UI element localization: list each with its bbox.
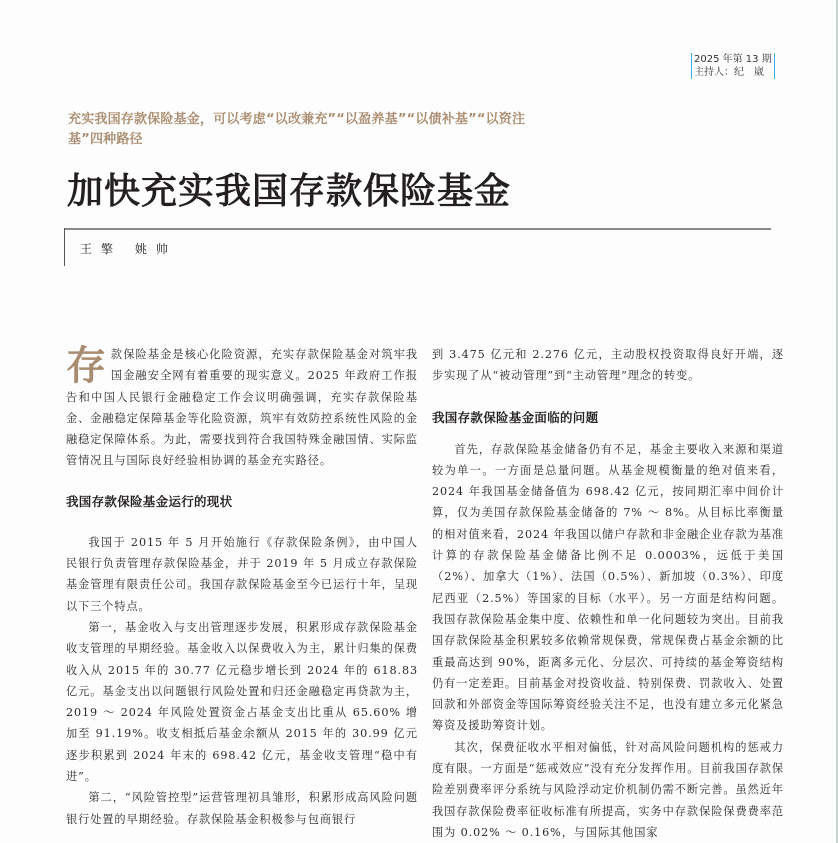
issue-number: 2025 年第 13 期 (694, 54, 772, 65)
body-paragraph: 我国于 2015 年 5 月开始施行《存款保险条例》，由中国人民银行负责管理存款保险基金，并于 2019 年 5 月成立存款保险基金管理有限责任公司。我国存款保险基金至今已运行十年，呈现以下三个特点。 (66, 535, 418, 613)
author-side-rule (64, 228, 65, 266)
body-paragraph: 第二，“风险管控型”运营管理初具雏形，积累形成高风险问题银行处置的早期经验。存款保险基金积极参与包商银行 (66, 791, 418, 826)
title-divider (64, 228, 771, 230)
issue-host: 主持人：纪 崴 (694, 67, 764, 78)
issue-info-box (691, 53, 775, 79)
article-authors: 王擎 姚帅 (80, 242, 177, 256)
intro-text: 款保险基金是核心化险资源，充实存款保险基金对筑牢我国金融安全网有着重要的现实意义。2025 年政府工作报告和中国人民银行金融稳定工作会议明确强调，充实存款保险基金、金融稳定保障基金等化险资源，筑牢有效防控系统性风险的金融稳定保障体系。为此，需要找到符合我国特殊金融国情、实际监管情况且与国际良好经验相协调的基金充实路径。 (66, 348, 418, 468)
body-paragraph: 第一，基金收入与支出管理逐步发展，积累形成存款保险基金收支管理的早期经验。基金收入以保费收入为主，累计归集的保费收入从 2015 年的 30.77 亿元稳步增长到 2024 年的 618.83 亿元。基金支出以问题银行风险处置和归还金融稳定再贷款为主，2019 ～ 2024 年风险处置资金占基金支出比重从 65.60% 增加至 91.19%。收支相抵后基金余额从 2015 年的 30.99 亿元逐步积累到 2024 年末的 698.42 亿元，基金收支管理“稳中有进”。 (66, 620, 418, 784)
article-subtitle: 充实我国存款保险基金，可以考虑“以改兼充”“以盈养基”“以债补基”“以资注基”四种路径 (68, 112, 526, 147)
left-column (66, 344, 418, 830)
section-heading-problems: 我国存款保险基金面临的问题 (432, 409, 599, 425)
drop-cap: 存 (66, 342, 107, 389)
right-column (432, 344, 784, 843)
section-heading-status: 我国存款保险基金运行的现状 (66, 493, 233, 509)
continuation-paragraph: 到 3.475 亿元和 2.276 亿元，主动股权投资取得良好开端，逐步实现了从“被动管理”到“主动管理”理念的转变。 (432, 348, 784, 383)
body-paragraph: 首先，存款保险基金储备仍有不足，基金主要收入来源和渠道较为单一。一方面是总量问题。从基金规模衡量的绝对值来看，2024 年我国基金储备值为 698.42 亿元，按同期汇率中间价计算，仅为美国存款保险基金储备的 7% ～ 8%。从目标比率衡量的相对值来看，2024 年我国以储户存款和非金融企业存款为基准计算的存款保险基金储备比例不足 0.0003%，远低于美国（2%）、加拿大（1%）、法国（0.5%）、新加坡（0.3%）、印度尼西亚（2.5%）等国家的目标（水平）。另一方面是结构问题。我国存款保险基金集中度、依赖性和单一化问题较为突出。目前我国存款保险基金积累较多依赖常规保费，常规保费占基金余额的比重最高达到 90%，距离多元化、分层次、可持续的基金筹资结构仍有一定差距。目前基金对投资收益、特别保费、罚款收入、处置回款和外部资金等国际筹资经验关注不足，也没有建立多元化紧急筹资及援助筹资计划。 (432, 442, 784, 733)
intro-paragraph (66, 344, 418, 472)
article-title: 加快充实我国存款保险基金 (67, 171, 512, 212)
body-paragraph: 其次，保费征收水平相对偏低，针对高风险问题机构的惩戒力度有限。一方面是“惩戒效应”没有充分发挥作用。目前我国存款保险差别费率评分系统与风险浮动定价机制仍需不断完善。虽然近年我国存款保险费率征收标准有所提高，实务中存款保险保费费率范围为 0.02% ～ 0.16%，与国际其他国家 (432, 740, 784, 839)
